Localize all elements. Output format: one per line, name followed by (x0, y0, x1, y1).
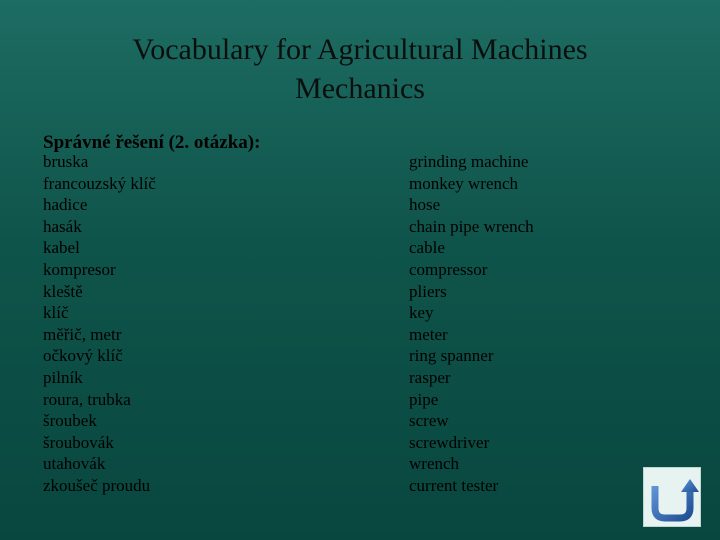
english-term: key (409, 303, 434, 323)
english-term: chain pipe wrench (409, 216, 534, 236)
english-term: grinding machine (409, 152, 529, 171)
english-term: pipe (409, 389, 439, 409)
czech-term: pilník (43, 367, 83, 387)
answer-heading: Správné řešení (2. otázka): (43, 132, 261, 153)
english-term: rasper (409, 367, 451, 387)
czech-term: francouzský klíč (43, 173, 156, 193)
czech-term: utahovák (43, 454, 106, 474)
english-term: screwdriver (409, 432, 490, 452)
slide-title-line-2: Mechanics (295, 72, 425, 105)
english-term: screw (409, 411, 449, 431)
czech-term: bruska (43, 152, 89, 171)
english-term: current tester (409, 475, 499, 495)
english-term: hose (409, 195, 441, 215)
czech-term: očkový klíč (43, 346, 123, 366)
return-arrow-icon (644, 468, 702, 528)
czech-term: kabel (43, 238, 80, 258)
czech-terms-list (43, 151, 156, 497)
czech-term: zkoušeč proudu (43, 475, 151, 495)
slide-title (40, 30, 680, 108)
czech-term: roura, trubka (43, 389, 131, 409)
return-button[interactable] (643, 467, 701, 527)
czech-term: kompresor (43, 259, 116, 279)
english-term: wrench (409, 454, 460, 474)
english-terms-list (409, 151, 534, 497)
english-term: ring spanner (409, 346, 494, 366)
english-term: monkey wrench (409, 173, 519, 193)
slide-title-line-1: Vocabulary for Agricultural Machines (132, 33, 588, 66)
czech-term: šroubek (43, 411, 97, 431)
czech-term: kleště (43, 281, 83, 301)
english-term: cable (409, 238, 445, 258)
english-term: compressor (409, 259, 488, 279)
czech-term: klíč (43, 303, 69, 323)
czech-term: hasák (43, 216, 82, 236)
english-term: pliers (409, 281, 447, 301)
czech-term: měřič, metr (43, 324, 122, 344)
english-term: meter (409, 324, 448, 344)
czech-term: šroubovák (43, 432, 114, 452)
czech-term: hadice (43, 195, 88, 215)
